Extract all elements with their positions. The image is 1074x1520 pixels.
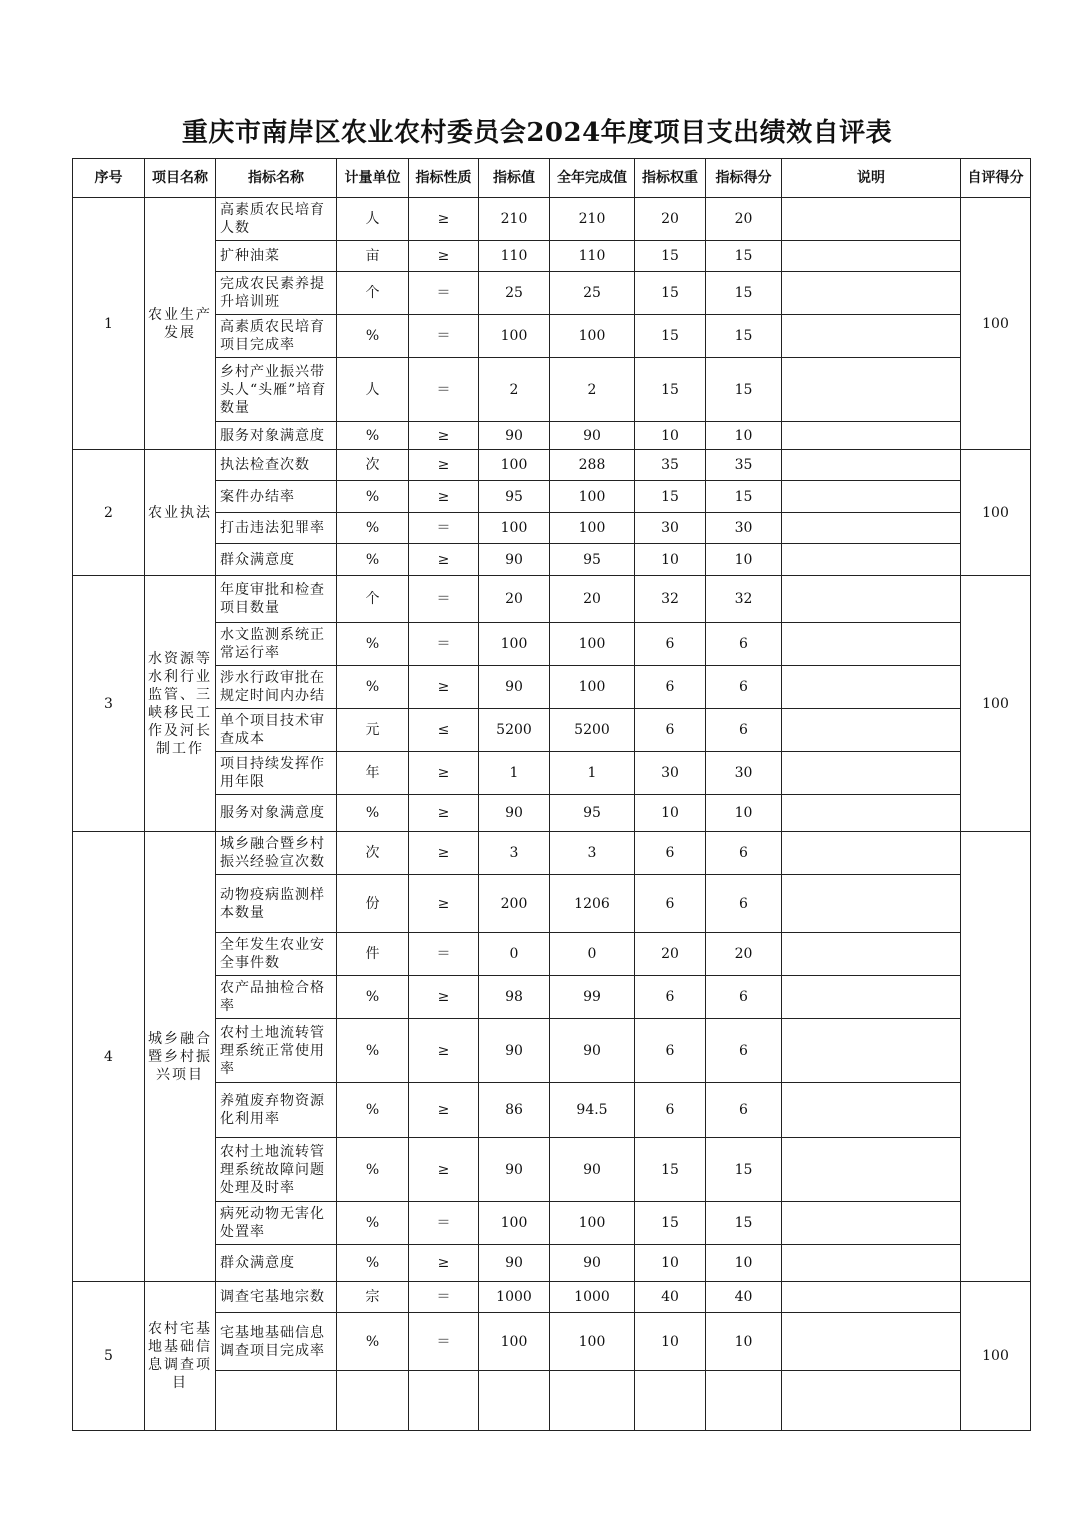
nature-cell: ≥ (409, 976, 479, 1019)
note-cell (782, 1202, 961, 1245)
unit-cell: 人 (337, 358, 409, 422)
actual-cell: 100 (550, 315, 635, 358)
nature-cell: ≥ (409, 875, 479, 933)
unit-cell: % (337, 795, 409, 832)
target-cell: 90 (479, 1138, 550, 1202)
group-number: 4 (73, 832, 145, 1282)
points-cell: 15 (706, 272, 782, 315)
unit-cell: % (337, 1138, 409, 1202)
unit-cell: % (337, 666, 409, 709)
points-cell: 6 (706, 976, 782, 1019)
actual-cell: 110 (550, 241, 635, 272)
actual-cell: 210 (550, 198, 635, 241)
table-row (73, 513, 1031, 544)
nature-cell: ≥ (409, 752, 479, 795)
nature-cell: ≥ (409, 666, 479, 709)
unit-cell: % (337, 1019, 409, 1083)
note-cell (782, 1245, 961, 1282)
target-cell: 90 (479, 422, 550, 450)
unit-cell: 年 (337, 752, 409, 795)
indicator-cell: 扩种油菜 (216, 241, 337, 272)
header-cell: 计量单位 (337, 159, 409, 198)
actual-cell: 2 (550, 358, 635, 422)
page-title: 重庆市南岸区农业农村委员会2024年度项目支出绩效自评表 (181, 118, 893, 148)
target-cell: 1 (479, 752, 550, 795)
header-cell: 说明 (782, 159, 961, 198)
weight-cell: 15 (635, 272, 706, 315)
indicator-cell: 涉水行政审批在规定时间内办结 (216, 666, 337, 709)
weight-cell: 32 (635, 576, 706, 623)
weight-cell: 10 (635, 1313, 706, 1371)
table-row (73, 1245, 1031, 1282)
nature-cell: ≥ (409, 795, 479, 832)
header-cell: 指标性质 (409, 159, 479, 198)
indicator-cell: 项目持续发挥作用年限 (216, 752, 337, 795)
points-cell: 6 (706, 832, 782, 875)
actual-cell: 100 (550, 1202, 635, 1245)
points-cell: 15 (706, 1202, 782, 1245)
note-cell (782, 1083, 961, 1138)
target-cell: 100 (479, 1202, 550, 1245)
nature-cell: ＝ (409, 1313, 479, 1371)
weight-cell: 35 (635, 450, 706, 481)
target-cell: 1000 (479, 1282, 550, 1313)
table-row (73, 875, 1031, 933)
nature-cell: ≥ (409, 1019, 479, 1083)
weight-cell: 6 (635, 1019, 706, 1083)
points-cell: 10 (706, 1245, 782, 1282)
note-cell (782, 241, 961, 272)
unit-cell: % (337, 422, 409, 450)
indicator-cell: 水文监测系统正常运行率 (216, 623, 337, 666)
actual-cell: 100 (550, 513, 635, 544)
nature-cell: ≥ (409, 198, 479, 241)
nature-cell: ≥ (409, 481, 479, 513)
target-cell: 200 (479, 875, 550, 933)
nature-cell: ≥ (409, 450, 479, 481)
nature-cell: ＝ (409, 576, 479, 623)
note-cell (782, 795, 961, 832)
table-row (73, 1313, 1031, 1371)
unit-cell: % (337, 1245, 409, 1282)
indicator-cell: 案件办结率 (216, 481, 337, 513)
target-cell: 100 (479, 513, 550, 544)
points-cell: 6 (706, 1083, 782, 1138)
unit-cell: % (337, 623, 409, 666)
weight-cell: 10 (635, 422, 706, 450)
table-row (73, 1083, 1031, 1138)
note-cell (782, 513, 961, 544)
actual-cell: 1 (550, 752, 635, 795)
table-row (73, 1019, 1031, 1083)
actual-cell: 90 (550, 1019, 635, 1083)
nature-cell: ＝ (409, 513, 479, 544)
indicator-cell: 养殖废弃物资源化利用率 (216, 1083, 337, 1138)
project-name: 城乡融合暨乡村振兴项目 (145, 832, 216, 1282)
target-cell: 90 (479, 1019, 550, 1083)
indicator-cell: 病死动物无害化处置率 (216, 1202, 337, 1245)
project-name: 农业生产发展 (145, 198, 216, 450)
indicator-cell: 完成农民素养提升培训班 (216, 272, 337, 315)
self-score: 100 (961, 450, 1031, 576)
target-cell (479, 1371, 550, 1431)
points-cell: 6 (706, 623, 782, 666)
table-row (73, 832, 1031, 875)
actual-cell: 90 (550, 1138, 635, 1202)
weight-cell: 10 (635, 1245, 706, 1282)
points-cell: 20 (706, 933, 782, 976)
note-cell (782, 832, 961, 875)
weight-cell: 6 (635, 623, 706, 666)
points-cell: 6 (706, 875, 782, 933)
self-score: 100 (961, 1282, 1031, 1431)
actual-cell: 20 (550, 576, 635, 623)
self-score: 100 (961, 576, 1031, 832)
indicator-cell: 高素质农民培育人数 (216, 198, 337, 241)
indicator-cell: 群众满意度 (216, 1245, 337, 1282)
actual-cell: 1000 (550, 1282, 635, 1313)
indicator-cell: 宅基地基础信息调查项目完成率 (216, 1313, 337, 1371)
points-cell: 30 (706, 752, 782, 795)
weight-cell: 20 (635, 198, 706, 241)
indicator-cell: 农村土地流转管理系统故障问题处理及时率 (216, 1138, 337, 1202)
unit-cell: 元 (337, 709, 409, 752)
note-cell (782, 422, 961, 450)
weight-cell: 6 (635, 666, 706, 709)
weight-cell: 10 (635, 544, 706, 576)
note-cell (782, 358, 961, 422)
points-cell: 35 (706, 450, 782, 481)
note-cell (782, 976, 961, 1019)
project-name: 农业执法 (145, 450, 216, 576)
weight-cell: 6 (635, 832, 706, 875)
indicator-cell: 乡村产业振兴带头人“头雁”培育数量 (216, 358, 337, 422)
group-number: 2 (73, 450, 145, 576)
header-cell: 全年完成值 (550, 159, 635, 198)
table-row (73, 450, 1031, 481)
table-row (73, 198, 1031, 241)
note-cell (782, 198, 961, 241)
table-row (73, 1138, 1031, 1202)
actual-cell: 100 (550, 481, 635, 513)
points-cell: 6 (706, 709, 782, 752)
note-cell (782, 666, 961, 709)
weight-cell: 6 (635, 976, 706, 1019)
note-cell (782, 1019, 961, 1083)
header-row (73, 159, 1031, 198)
unit-cell: 个 (337, 576, 409, 623)
table-row (73, 933, 1031, 976)
points-cell: 20 (706, 198, 782, 241)
weight-cell: 15 (635, 1138, 706, 1202)
indicator-cell: 高素质农民培育项目完成率 (216, 315, 337, 358)
group-number: 3 (73, 576, 145, 832)
nature-cell (409, 1371, 479, 1431)
nature-cell: ＝ (409, 1202, 479, 1245)
points-cell: 6 (706, 666, 782, 709)
table-row (73, 272, 1031, 315)
points-cell: 10 (706, 544, 782, 576)
header-cell: 项目名称 (145, 159, 216, 198)
note-cell (782, 315, 961, 358)
indicator-cell: 调查宅基地宗数 (216, 1282, 337, 1313)
target-cell: 98 (479, 976, 550, 1019)
note-cell (782, 623, 961, 666)
indicator-cell: 农村土地流转管理系统正常使用率 (216, 1019, 337, 1083)
nature-cell: ＝ (409, 623, 479, 666)
unit-cell: % (337, 481, 409, 513)
actual-cell (550, 1371, 635, 1431)
header-cell: 指标权重 (635, 159, 706, 198)
actual-cell: 100 (550, 623, 635, 666)
note-cell (782, 544, 961, 576)
target-cell: 86 (479, 1083, 550, 1138)
weight-cell: 6 (635, 1083, 706, 1138)
points-cell: 6 (706, 1019, 782, 1083)
unit-cell: % (337, 544, 409, 576)
unit-cell: 件 (337, 933, 409, 976)
header-cell: 序号 (73, 159, 145, 198)
header-cell: 指标得分 (706, 159, 782, 198)
target-cell: 95 (479, 481, 550, 513)
nature-cell: ≥ (409, 422, 479, 450)
unit-cell: % (337, 976, 409, 1019)
table-row (73, 576, 1031, 623)
actual-cell: 288 (550, 450, 635, 481)
actual-cell: 3 (550, 832, 635, 875)
weight-cell: 40 (635, 1282, 706, 1313)
points-cell: 15 (706, 1138, 782, 1202)
weight-cell: 30 (635, 513, 706, 544)
target-cell: 2 (479, 358, 550, 422)
points-cell: 15 (706, 358, 782, 422)
unit-cell: 份 (337, 875, 409, 933)
points-cell: 40 (706, 1282, 782, 1313)
note-cell (782, 875, 961, 933)
group-number: 5 (73, 1282, 145, 1431)
target-cell: 25 (479, 272, 550, 315)
unit-cell: % (337, 315, 409, 358)
note-cell (782, 272, 961, 315)
points-cell: 15 (706, 481, 782, 513)
unit-cell (337, 1371, 409, 1431)
target-cell: 0 (479, 933, 550, 976)
nature-cell: ≥ (409, 1138, 479, 1202)
points-cell: 15 (706, 241, 782, 272)
weight-cell (635, 1371, 706, 1431)
target-cell: 100 (479, 315, 550, 358)
note-cell (782, 576, 961, 623)
points-cell: 10 (706, 795, 782, 832)
target-cell: 90 (479, 795, 550, 832)
indicator-cell (216, 1371, 337, 1431)
indicator-cell: 城乡融合暨乡村振兴经验宣次数 (216, 832, 337, 875)
nature-cell: ≤ (409, 709, 479, 752)
table-row (73, 241, 1031, 272)
header-cell: 指标值 (479, 159, 550, 198)
note-cell (782, 709, 961, 752)
nature-cell: ≥ (409, 1083, 479, 1138)
note-cell (782, 933, 961, 976)
header-cell: 自评得分 (961, 159, 1031, 198)
group-number: 1 (73, 198, 145, 450)
points-cell (706, 1371, 782, 1431)
weight-cell: 6 (635, 709, 706, 752)
indicator-cell: 年度审批和检查项目数量 (216, 576, 337, 623)
weight-cell: 6 (635, 875, 706, 933)
target-cell: 90 (479, 666, 550, 709)
actual-cell: 90 (550, 422, 635, 450)
actual-cell: 95 (550, 544, 635, 576)
actual-cell: 95 (550, 795, 635, 832)
table-row (73, 976, 1031, 1019)
table-row (73, 481, 1031, 513)
indicator-cell: 执法检查次数 (216, 450, 337, 481)
target-cell: 210 (479, 198, 550, 241)
target-cell: 90 (479, 544, 550, 576)
table-row (73, 623, 1031, 666)
unit-cell: 宗 (337, 1282, 409, 1313)
table-row (73, 709, 1031, 752)
weight-cell: 15 (635, 481, 706, 513)
points-cell: 10 (706, 422, 782, 450)
target-cell: 20 (479, 576, 550, 623)
note-cell (782, 1282, 961, 1313)
target-cell: 3 (479, 832, 550, 875)
table-row (73, 666, 1031, 709)
nature-cell: ＝ (409, 1282, 479, 1313)
unit-cell: 人 (337, 198, 409, 241)
table-body (73, 198, 1031, 1431)
unit-cell: % (337, 1313, 409, 1371)
indicator-cell: 动物疫病监测样本数量 (216, 875, 337, 933)
actual-cell: 94.5 (550, 1083, 635, 1138)
header-cell: 指标名称 (216, 159, 337, 198)
target-cell: 100 (479, 450, 550, 481)
weight-cell: 15 (635, 358, 706, 422)
unit-cell: 亩 (337, 241, 409, 272)
nature-cell: ＝ (409, 933, 479, 976)
table-row (73, 1371, 1031, 1431)
points-cell: 32 (706, 576, 782, 623)
note-cell (782, 481, 961, 513)
actual-cell: 99 (550, 976, 635, 1019)
unit-cell: % (337, 513, 409, 544)
indicator-cell: 群众满意度 (216, 544, 337, 576)
target-cell: 100 (479, 1313, 550, 1371)
indicator-cell: 服务对象满意度 (216, 795, 337, 832)
weight-cell: 10 (635, 795, 706, 832)
unit-cell: 个 (337, 272, 409, 315)
weight-cell: 15 (635, 241, 706, 272)
indicator-cell: 单个项目技术审查成本 (216, 709, 337, 752)
target-cell: 5200 (479, 709, 550, 752)
indicator-cell: 服务对象满意度 (216, 422, 337, 450)
note-cell (782, 752, 961, 795)
nature-cell: ≥ (409, 832, 479, 875)
project-name: 农村宅基地基础信息调查项目 (145, 1282, 216, 1431)
actual-cell: 90 (550, 1245, 635, 1282)
note-cell (782, 1138, 961, 1202)
self-score: 100 (961, 198, 1031, 450)
table-row (73, 544, 1031, 576)
project-name: 水资源等水利行业监管、三峡移民工作及河长制工作 (145, 576, 216, 832)
actual-cell: 100 (550, 666, 635, 709)
unit-cell: % (337, 1083, 409, 1138)
table-row (73, 358, 1031, 422)
unit-cell: 次 (337, 450, 409, 481)
nature-cell: ≥ (409, 544, 479, 576)
target-cell: 110 (479, 241, 550, 272)
table-row (73, 1282, 1031, 1313)
actual-cell: 5200 (550, 709, 635, 752)
points-cell: 10 (706, 1313, 782, 1371)
points-cell: 15 (706, 315, 782, 358)
unit-cell: 次 (337, 832, 409, 875)
nature-cell: ≥ (409, 1245, 479, 1282)
nature-cell: ＝ (409, 315, 479, 358)
nature-cell: ＝ (409, 358, 479, 422)
weight-cell: 20 (635, 933, 706, 976)
indicator-cell: 农产品抽检合格率 (216, 976, 337, 1019)
indicator-cell: 全年发生农业安全事件数 (216, 933, 337, 976)
target-cell: 90 (479, 1245, 550, 1282)
table-row (73, 315, 1031, 358)
indicator-cell: 打击违法犯罪率 (216, 513, 337, 544)
unit-cell: % (337, 1202, 409, 1245)
note-cell (782, 450, 961, 481)
weight-cell: 15 (635, 1202, 706, 1245)
weight-cell: 30 (635, 752, 706, 795)
note-cell (782, 1313, 961, 1371)
actual-cell: 0 (550, 933, 635, 976)
nature-cell: ≥ (409, 241, 479, 272)
actual-cell: 25 (550, 272, 635, 315)
table-row (73, 752, 1031, 795)
note-cell (782, 1371, 961, 1431)
nature-cell: ＝ (409, 272, 479, 315)
actual-cell: 1206 (550, 875, 635, 933)
target-cell: 100 (479, 623, 550, 666)
weight-cell: 15 (635, 315, 706, 358)
table-row (73, 1202, 1031, 1245)
points-cell: 30 (706, 513, 782, 544)
table-row (73, 795, 1031, 832)
self-score (961, 832, 1031, 1282)
performance-table (72, 158, 1031, 1431)
table-container (72, 158, 1026, 1391)
actual-cell: 100 (550, 1313, 635, 1371)
table-row (73, 422, 1031, 450)
